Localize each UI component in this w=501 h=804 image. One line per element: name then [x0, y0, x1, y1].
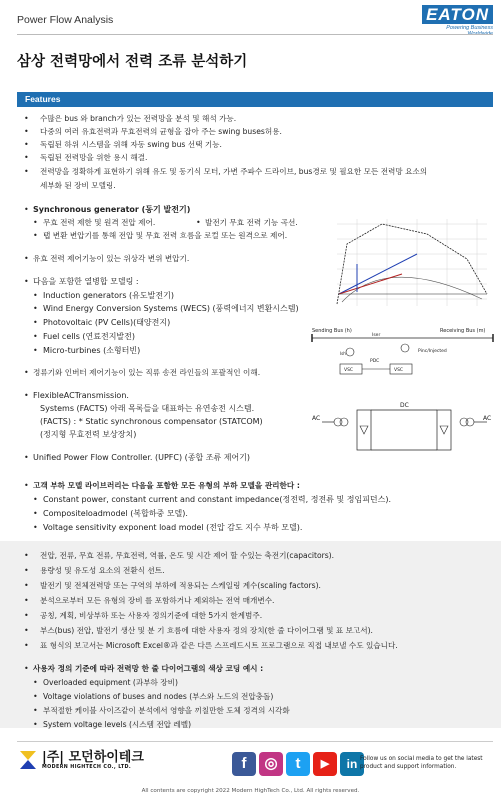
logo-word: EATON [422, 5, 493, 24]
facts-line: (정지형 무효전력 보상장치) [40, 430, 137, 439]
linkedin-icon[interactable]: in [340, 752, 364, 776]
vsc-label: VSC [394, 368, 404, 373]
dist-item: Induction generators (유도발전기) [43, 291, 174, 300]
rectifier-text: 정류기와 인버터 제어기능이 있는 직류 송전 라인들의 포괄적인 이해. [33, 368, 261, 377]
bullet-dot: • [24, 127, 29, 136]
bullet-dot: • [24, 551, 29, 560]
facts-line: (FACTS) : * Static synchronous compensator (STATCOM) [40, 417, 263, 426]
bullet-dot: • [33, 218, 38, 227]
sync-item: 무효 전력 제한 및 원격 전압 제어. [43, 218, 156, 227]
dist-item: Fuel cells (연료전지발전) [43, 332, 136, 341]
gray-item: 발전기 및 전체전력망 또는 구역의 부하에 적용되는 스케일링 계수(scaling factors). [40, 581, 321, 590]
bullet-dot: • [33, 692, 38, 701]
bullet-dot: • [33, 509, 38, 518]
youtube-icon[interactable]: ▶ [313, 752, 337, 776]
gray-item: 전압, 전류, 무효 전류, 무효전력, 역률, 온도 및 시간 제어 할 수있는 축전기(capacitors). [40, 551, 335, 560]
bullet-dot: • [33, 346, 38, 355]
footer-divider [17, 741, 493, 742]
bullet-dot: • [24, 277, 29, 286]
converter-right [437, 410, 451, 450]
bullet-dot: • [24, 205, 29, 214]
feature-item-continued: 세부화 된 장비 모델링. [40, 181, 116, 190]
bullet-dot: • [24, 391, 29, 400]
gray-item: 분석으로부터 모든 유형의 장비 를 포함하거나 제외하는 전역 매개변수. [40, 596, 275, 605]
iser-label: Iser [372, 333, 381, 338]
thyristor-icon [440, 426, 448, 434]
bullet-dot: • [33, 332, 38, 341]
dist-item: Micro-turbines (소형터빈) [43, 346, 141, 355]
bullet-dot: • [24, 626, 29, 635]
phase-shift-text: 유효 전력 제어기능이 있는 위상각 변위 변압기. [33, 254, 190, 263]
dist-item: Wind Energy Conversion Systems (WECS) (풍력에너지 변환시스템) [43, 304, 299, 313]
twitter-icon[interactable]: t [286, 752, 310, 776]
eaton-logo [421, 5, 493, 37]
facts-line: Systems (FACTS) 아래 목록들을 대표하는 유연송전 시스템. [40, 404, 255, 413]
gray-item: 표 형식의 보고서는 Microsoft Excel®과 같은 다른 스프레드시트 프로그램으로 직접 내보낼 수도 있습니다. [40, 641, 398, 650]
bullet-dot: • [33, 318, 38, 327]
capability-curve-figure [327, 214, 493, 312]
brand-logo-icon [20, 751, 36, 769]
bullet-dot: • [24, 481, 29, 490]
pmod-label: Pinc/Injected [418, 349, 447, 354]
bullet-dot: • [24, 581, 29, 590]
coding-item: Overloaded equipment (과부하 장비) [43, 678, 178, 687]
bullet-dot: • [33, 304, 38, 313]
dist-item: Photovoltaic (PV Cells)(태양전지) [43, 318, 171, 327]
upfc-diagram [310, 324, 495, 382]
bullet-dot: • [24, 114, 29, 123]
load-heading: 고객 부하 모델 라이브러리는 다음을 포함한 모든 유형의 부하 모델을 관리한다 : [33, 481, 300, 490]
thyristor-icon [360, 426, 368, 434]
transformer-left [340, 418, 348, 426]
bullet-dot: • [24, 140, 29, 149]
receiving-bus-label: Receiving Bus (m) [440, 328, 486, 334]
coding-item: 부적절한 케이블 사이즈같이 분석에서 영향을 끼칠만한 도체 정격의 시각화 [43, 706, 290, 715]
social-links [232, 752, 364, 776]
features-heading: Features [17, 92, 493, 107]
bullet-dot: • [24, 153, 29, 162]
coding-item: System voltage levels (시스템 전압 레벨) [43, 720, 192, 729]
bullet-dot: • [33, 291, 38, 300]
brand-name-en: MODERN HIGHTECH CO., LTD. [42, 765, 132, 770]
facebook-icon[interactable]: f [232, 752, 256, 776]
coding-heading: 사용자 정의 기준에 따라 전력망 한 줄 다이어그램의 색상 코딩 예시 : [33, 664, 264, 673]
page-title: 삼상 전력망에서 전력 조류 분석하기 [17, 54, 248, 70]
sending-bus-label: Sending Bus (h) [312, 328, 352, 334]
bullet-dot: • [24, 368, 29, 377]
bullet-dot: • [24, 254, 29, 263]
feature-item: 다중의 여러 유효전력과 무효전력의 균형을 잡아 주는 swing buses허용. [40, 127, 282, 136]
load-item: Constant power, constant current and constant impedance(정전력, 정전류 및 정임피던스). [43, 495, 392, 504]
company-brand [20, 750, 144, 770]
ac-right-label: AC [483, 415, 492, 422]
bullet-dot: • [24, 167, 29, 176]
coding-item: Voltage violations of buses and nodes (부스와 노드의 전압충돌) [43, 692, 274, 701]
bullet-dot: • [33, 495, 38, 504]
bullet-dot: • [24, 596, 29, 605]
feature-item: 전력망을 정확하게 표현하기 위해 유도 및 동기식 모터, 가변 주파수 드라이브, bus경로 및 필요한 모든 전력망 요소의 [40, 167, 428, 176]
header-label: Power Flow Analysis [17, 14, 114, 26]
upfc-text: Unified Power Flow Controller. (UPFC) (종합 조류 제어기) [33, 453, 251, 462]
header-divider [17, 34, 493, 35]
gray-item: 공칭, 계획, 비상부하 또는 사용자 정의기준에 대한 5가지 한계범주. [40, 611, 263, 620]
pdc-label: PDC [370, 359, 380, 364]
feature-item: 독립된 전력망을 위한 용시 해결. [40, 153, 148, 162]
figure-bg [327, 214, 493, 312]
shunt-transformer [346, 348, 354, 356]
dist-heading: 다음을 포함한 열병합 모델링 : [33, 277, 139, 286]
bullet-dot: • [33, 706, 38, 715]
ac-left-label: AC [312, 415, 321, 422]
ish-label: Ish [340, 351, 346, 356]
gray-item: 부스(bus) 전압, 발전기 생산 및 분 기 흐름에 대한 사용자 정의 장치(한 줄 다이어그램 및 표 보고서). [40, 626, 373, 635]
logo-tagline: Powering Business [446, 25, 493, 31]
hvdc-diagram [312, 398, 495, 464]
bullet-dot: • [33, 720, 38, 729]
facts-line: FlexibleACTransmission. [33, 391, 129, 400]
transformer-right [466, 418, 474, 426]
bullet-dot: • [33, 678, 38, 687]
bullet-dot: • [24, 566, 29, 575]
feature-item: 수많은 bus 와 branch가 있는 전력망을 분석 및 해석 가능. [40, 114, 237, 123]
gray-item: 용량성 및 유도성 요소의 전환식 션트. [40, 566, 165, 575]
copyright-text: All contents are copyright 2022 Modern HighTech Co., Ltd. All rights reserved. [141, 788, 360, 794]
dc-label: DC [400, 402, 409, 409]
brand-name-kr: |주| 모던하이테크 [42, 750, 144, 765]
instagram-icon[interactable]: ◎ [259, 752, 283, 776]
sync-item: 발전기 무효 전력 기능 곡선. [205, 218, 298, 227]
series-transformer [401, 344, 409, 352]
load-item: Compositeloadmodel (복합하중 모델). [43, 509, 188, 518]
sync-item: 탭 변환 변압기를 통해 전압 및 무효 전력 흐름을 로컬 또는 원격으로 제어. [43, 231, 288, 240]
feature-item: 독립된 하위 시스템을 위해 자동 swing bus 선택 기능. [40, 140, 222, 149]
bullet-dot: • [24, 611, 29, 620]
bullet-dot: • [24, 453, 29, 462]
bullet-dot: • [24, 664, 29, 673]
follow-text: Follow us on social media to get the latest product and support information. [360, 756, 483, 770]
bullet-dot: • [33, 231, 38, 240]
converter-left [357, 410, 371, 450]
sync-heading: Synchronous generator (동기 발전기) [33, 205, 191, 214]
vsc-label: VSC [344, 368, 354, 373]
load-item: Voltage sensitivity exponent load model (전압 감도 지수 부하 모델). [43, 523, 303, 532]
bullet-dot: • [24, 641, 29, 650]
bullet-dot: • [196, 218, 201, 227]
bullet-dot: • [33, 523, 38, 532]
